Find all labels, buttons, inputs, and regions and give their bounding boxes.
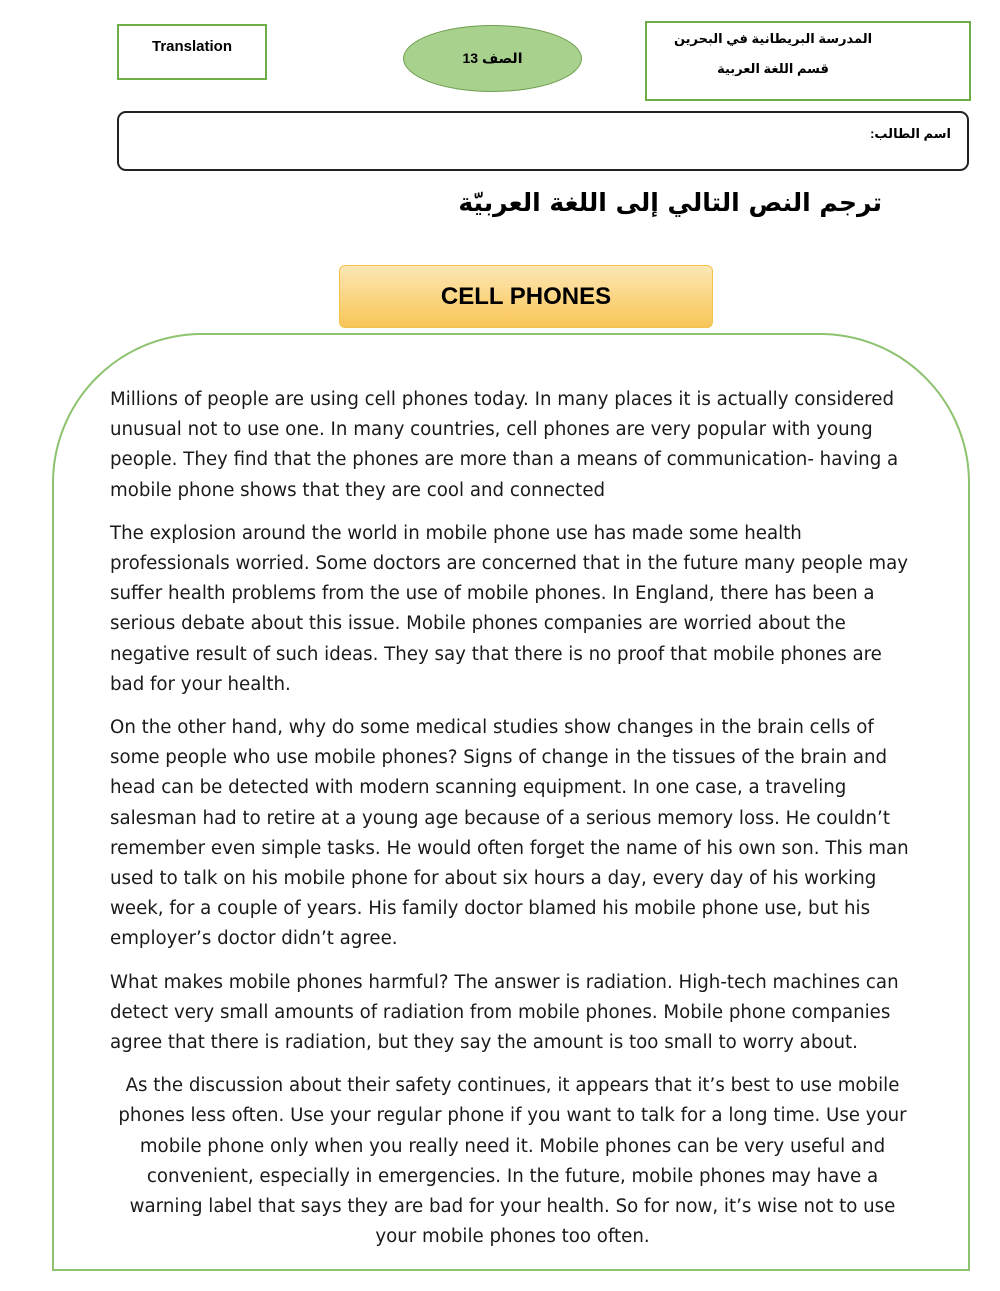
paragraph: On the other hand, why do some medical studies show changes in the brain cells of some people who use mobile phones? Signs of change in the tissues of the brain and head can be detected with modern scanning equipment. In one case, a traveling salesman had to retire at a young age because of a serious memory loss. He couldn’t remember even simple tasks. He would often forget the name of his own son. This man used to talk on his mobile phone for about six hours a day, every day of his working week, for a couple of years. His family doctor blamed his mobile phone use, but his employer’s doctor didn’t agree. — [110, 717, 909, 950]
translation-label-box — [117, 24, 267, 80]
translation-label: Translation — [151, 38, 233, 55]
paragraph: Millions of people are using cell phones today. In many places it is actually considered unusual not to use one. In many countries, cell phones are very popular with young people. They find that the phones are more than a means of communication- having a mobile phone shows that they are cool and connected — [110, 389, 899, 501]
department-name: قسم اللغة العربية — [717, 61, 829, 76]
paragraph: The explosion around the world in mobile phone use has made some health professionals worried. Some doctors are concerned that in the future many people may suffer health problems from the use of mobile phones. In England, there has been a serious debate about this issue. Mobile phones companies are worried about the negative result of such ideas. They say that there is no proof that mobile phones are bad for your health. — [110, 522, 909, 695]
instruction-heading: ترجم النص التالي إلى اللغة العربيّة — [458, 188, 882, 217]
school-name: المدرسة البريطانية في البحرين — [673, 31, 873, 46]
grade-badge — [403, 25, 582, 92]
passage-body — [110, 385, 915, 1265]
paragraph: What makes mobile phones harmful? The answer is radiation. High-tech machines can detect very small amounts of radiation from mobile phones. Mobile phone companies agree that there is radiation, but they say the amount is too small to worry about. — [110, 971, 899, 1054]
grade-label: الصف 13 — [462, 50, 523, 66]
school-info-box — [645, 21, 971, 101]
student-name-label: اسم الطالب: — [870, 126, 951, 141]
passage-title: CELL PHONES — [440, 282, 612, 310]
student-name-field[interactable] — [117, 111, 969, 171]
paragraph: As the discussion about their safety continues, it appears that it’s best to use mobile phones less often. Use your regular phone if you want to talk for a long time. Use your mobile phone only when you really need it. Mobile phones can be very useful and convenient, especially in emergencies. In the future, mobile phones may have a warning label that says they are bad for your health. So for now, it’s wise not to use your mobile phones too often. — [118, 1075, 907, 1248]
passage-title-box — [339, 265, 713, 328]
